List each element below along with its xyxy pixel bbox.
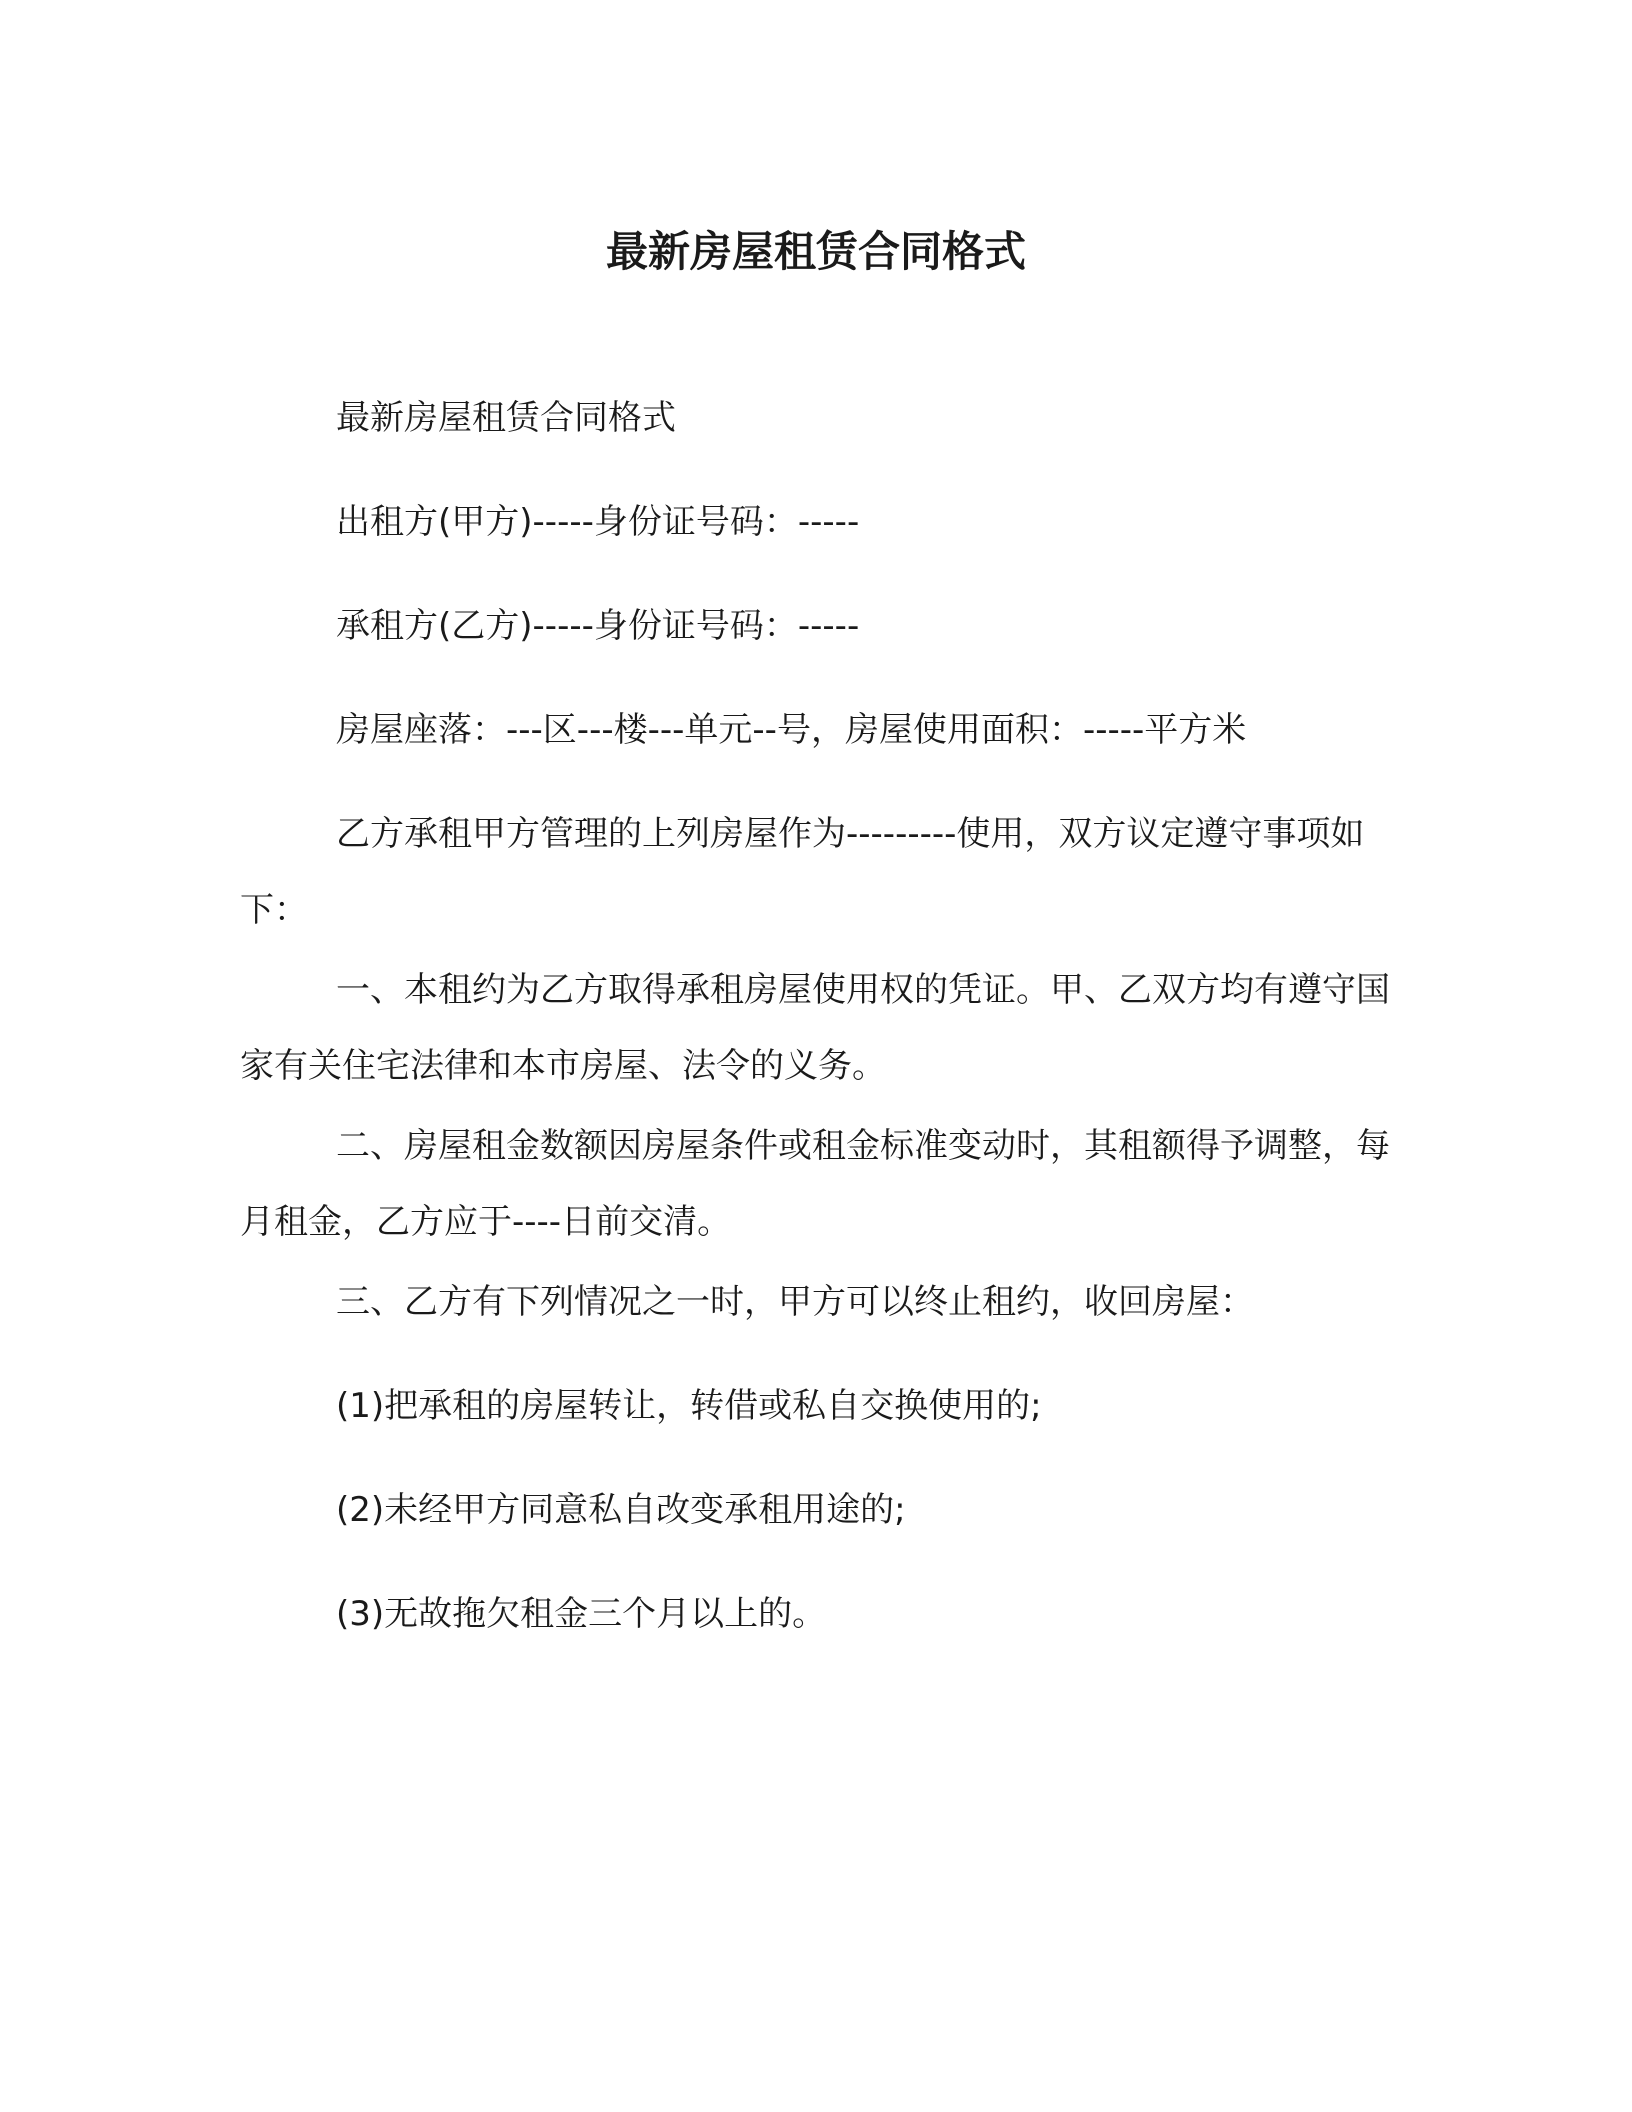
paragraph-item-3: (3)无故拖欠租金三个月以上的。 — [336, 1594, 827, 1634]
document-body — [240, 392, 1392, 1692]
paragraph-property-location: 房屋座落：---区---楼---单元--号，房屋使用面积：-----平方米 — [336, 710, 1247, 750]
paragraph-item-1: (1)把承租的房屋转让，转借或私自交换使用的; — [336, 1386, 1042, 1426]
paragraph-clause-2: 二、房屋租金数额因房屋条件或租金标准变动时，其租额得予调整，每月租金，乙方应于----日前交清。 — [240, 1126, 1390, 1242]
paragraph-lessee: 承租方(乙方)-----身份证号码：----- — [336, 606, 860, 646]
document-title: 最新房屋租赁合同格式 — [605, 227, 1026, 276]
paragraph-intro: 乙方承租甲方管理的上列房屋作为---------使用，双方议定遵守事项如下： — [240, 814, 1365, 930]
paragraph-clause-3: 三、乙方有下列情况之一时，甲方可以终止租约，收回房屋： — [336, 1282, 1254, 1322]
paragraph-item-2: (2)未经甲方同意私自改变承租用途的; — [336, 1490, 906, 1530]
paragraph-clause-1: 一、本租约为乙方取得承租房屋使用权的凭证。甲、乙双方均有遵守国家有关住宅法律和本市房屋、法令的义务。 — [240, 970, 1390, 1086]
paragraph-subtitle: 最新房屋租赁合同格式 — [336, 398, 676, 438]
paragraph-lessor: 出租方(甲方)-----身份证号码：----- — [336, 502, 860, 542]
